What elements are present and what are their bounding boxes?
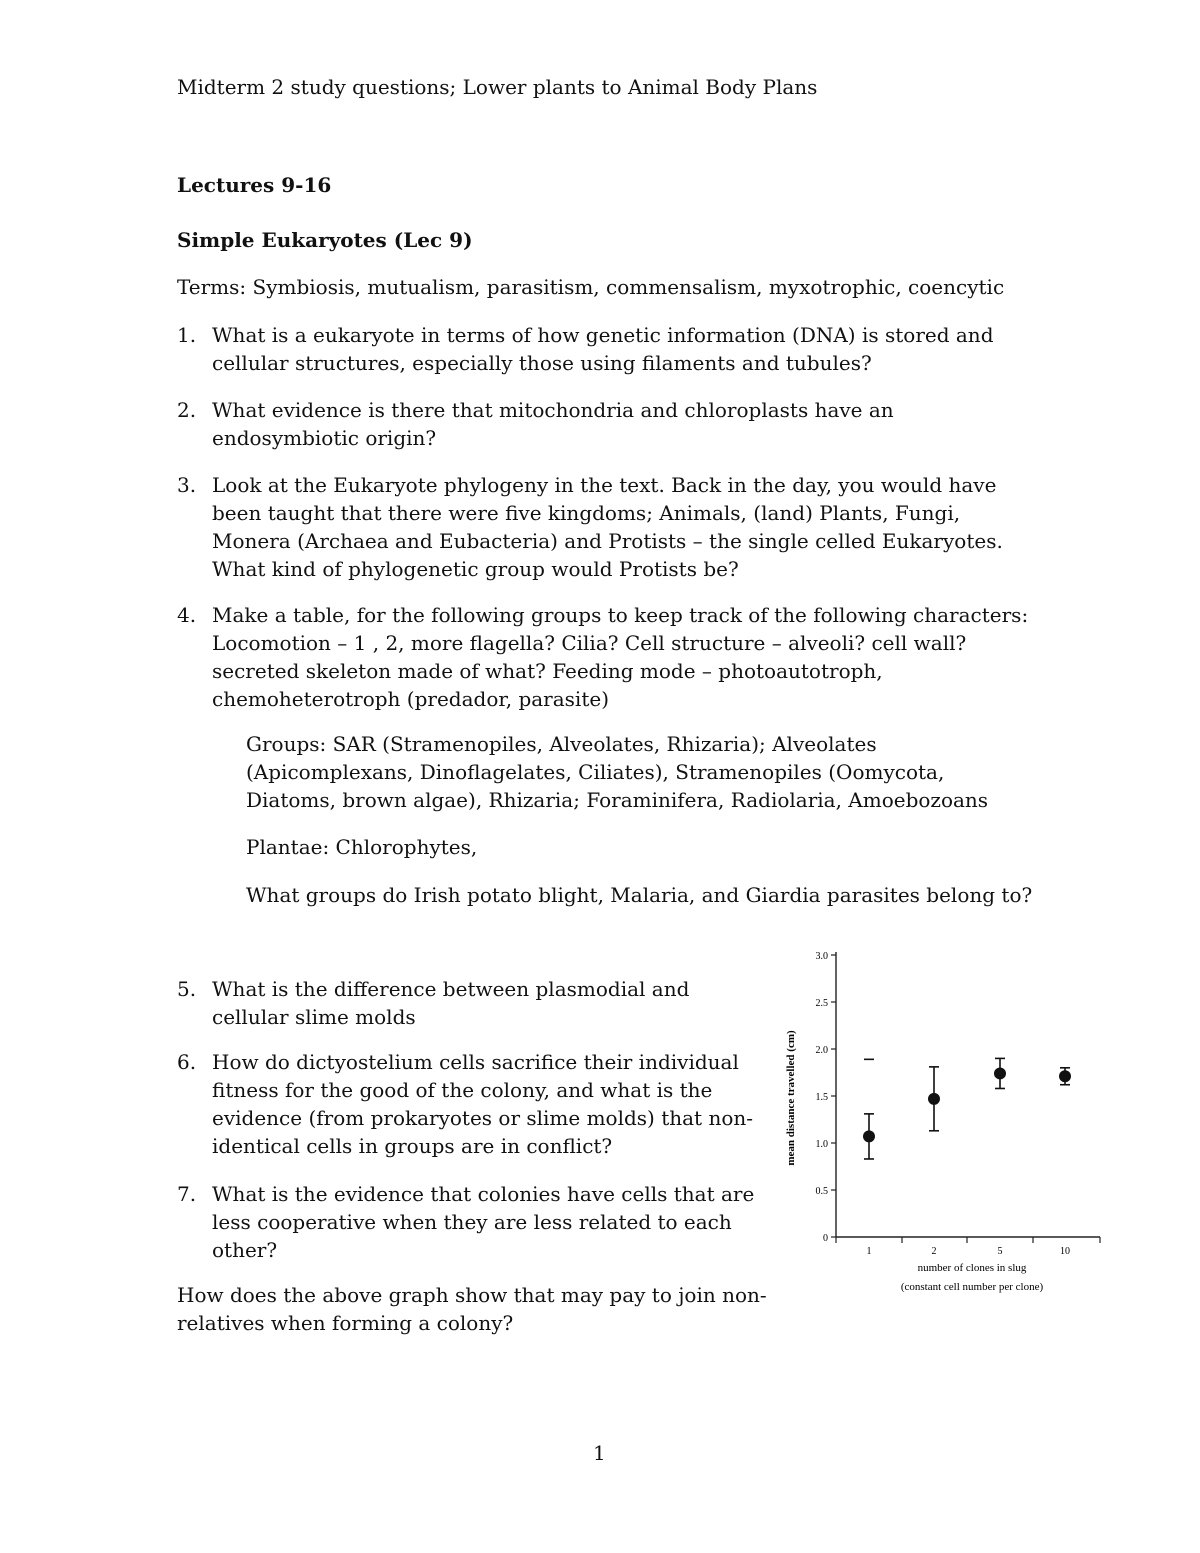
question-line: identical cells in groups are in conflict?: [212, 1134, 613, 1158]
data-point: [863, 1130, 875, 1142]
y-tick-label: 1.5: [815, 1092, 828, 1103]
page-number: 1: [593, 1441, 606, 1465]
lectures-heading: Lectures 9-16: [177, 173, 332, 197]
y-tick-label: 0.5: [815, 1186, 828, 1197]
question-line: Look at the Eukaryote phylogeny in the text. Back in the day, you would have: [212, 473, 997, 497]
question-line: What evidence is there that mitochondria and chloroplasts have an: [212, 398, 894, 422]
document-title: Midterm 2 study questions; Lower plants to Animal Body Plans: [177, 75, 818, 99]
groups-line: Diatoms, brown algae), Rhizaria; Foraminifera, Radiolaria, Amoebozoans: [246, 788, 989, 812]
question-line: endosymbiotic origin?: [212, 426, 437, 450]
question-line: What is the difference between plasmodial and: [212, 977, 690, 1001]
closing-line: How does the above graph show that may pay to join non-: [177, 1283, 767, 1307]
y-tick-label: 3.0: [815, 951, 828, 962]
x-tick-label: 10: [1060, 1246, 1070, 1257]
question-number: 4.: [177, 603, 197, 627]
question-line: secreted skeleton made of what? Feeding mode – photoautotroph,: [212, 659, 883, 683]
question-line: What is the evidence that colonies have cells that are: [212, 1182, 755, 1206]
plantae-line: Plantae: Chlorophytes,: [246, 835, 478, 859]
question-line: What kind of phylogenetic group would Protists be?: [212, 557, 739, 581]
scatter-chart: [780, 940, 1120, 1300]
question-number: 3.: [177, 473, 197, 497]
question-number: 2.: [177, 398, 197, 422]
question-line: Make a table, for the following groups to keep track of the following characters:: [212, 603, 1029, 627]
question-number: 6.: [177, 1050, 197, 1074]
section-heading: Simple Eukaryotes (Lec 9): [177, 228, 473, 252]
y-axis-label: mean distance travelled (cm): [785, 1030, 797, 1166]
question-line: How do dictyostelium cells sacrifice their individual: [212, 1050, 739, 1074]
question-line: Locomotion – 1 , 2, more flagella? Cilia? Cell structure – alveoli? cell wall?: [212, 631, 967, 655]
y-tick-label: 2.5: [815, 998, 828, 1009]
question-line: been taught that there were five kingdoms; Animals, (land) Plants, Fungi,: [212, 501, 961, 525]
groups-line: (Apicomplexans, Dinoflagelates, Ciliates), Stramenopiles (Oomycota,: [246, 760, 945, 784]
question-line: fitness for the good of the colony, and what is the: [212, 1078, 713, 1102]
x-axis-sublabel: (constant cell number per clone): [900, 1281, 1044, 1293]
x-tick-label: 5: [997, 1246, 1003, 1257]
y-tick-label: 0: [823, 1233, 828, 1244]
y-tick-label: 2.0: [815, 1045, 828, 1056]
question-number: 1.: [177, 323, 197, 347]
data-point: [994, 1067, 1006, 1079]
closing-line: relatives when forming a colony?: [177, 1311, 514, 1335]
question-line: What is a eukaryote in terms of how genetic information (DNA) is stored and: [212, 323, 994, 347]
question-line: less cooperative when they are less related to each: [212, 1210, 732, 1234]
question-line: cellular structures, especially those using filaments and tubules?: [212, 351, 872, 375]
data-point: [928, 1093, 940, 1105]
question-line: chemoheterotroph (predador, parasite): [212, 687, 609, 711]
question-line: cellular slime molds: [212, 1005, 416, 1029]
x-axis-label: number of clones in slug: [917, 1262, 1027, 1274]
data-point: [1059, 1070, 1071, 1082]
groups-line: Groups: SAR (Stramenopiles, Alveolates, Rhizaria); Alveolates: [246, 732, 877, 756]
x-tick-label: 2: [931, 1246, 937, 1257]
terms-line: Terms: Symbiosis, mutualism, parasitism, commensalism, myxotrophic, coencytic: [177, 275, 1005, 299]
parasites-question: What groups do Irish potato blight, Malaria, and Giardia parasites belong to?: [246, 883, 1033, 907]
question-number: 5.: [177, 977, 197, 1001]
x-tick-label: 1: [866, 1246, 872, 1257]
question-number: 7.: [177, 1182, 197, 1206]
question-line: evidence (from prokaryotes or slime molds) that non-: [212, 1106, 754, 1130]
question-line: other?: [212, 1238, 278, 1262]
question-line: Monera (Archaea and Eubacteria) and Protists – the single celled Eukaryotes.: [212, 529, 1003, 553]
y-tick-label: 1.0: [815, 1139, 828, 1150]
